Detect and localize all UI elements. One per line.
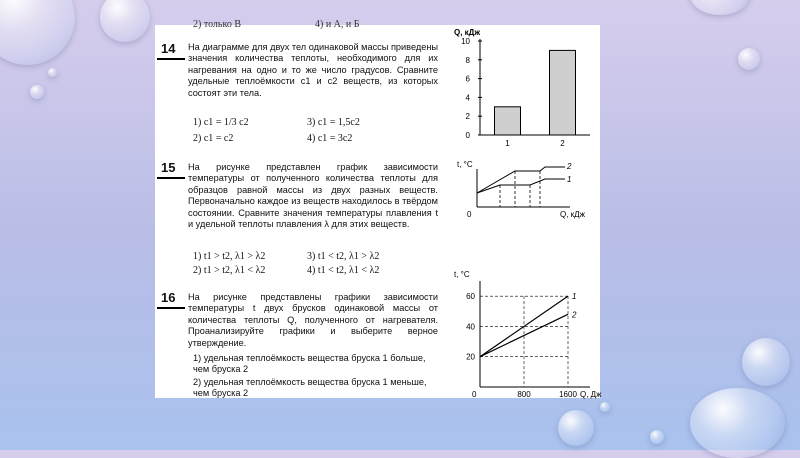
chart14-bar [550,50,576,135]
chart16-series-line [480,314,568,356]
question-14-option-1: 1) c1 = 1/3 c2 [193,117,249,128]
chart14-ytick-label: 6 [465,74,470,84]
chart15-series-2-line [477,167,565,193]
bubble-decoration [650,430,664,444]
chart15-ylabel: t, °C [457,160,473,169]
question-14-option-4: 4) c1 = 3c2 [307,133,353,144]
chart16-ytick-label: 60 [466,292,475,302]
question-14-rule [157,58,185,60]
chart16-ytick-label: 40 [466,322,475,332]
chart16-series-label: 2 [572,310,577,320]
bubble-decoration [690,388,785,458]
question-16-text: На рисунке представлены графики зависимости температуры t двух брусков одинаковой массы от количества теплоты Q, полученного от нагревателя. Проанализируйте графики и выберите верное утверждение. [188,292,438,348]
chart16-series-label: 1 [572,292,577,302]
chart16-origin: 0 [472,390,477,399]
chart15-origin: 0 [467,210,472,219]
chart14-ylabel: Q, кДж [454,28,481,37]
chart15-series-1-line [477,179,565,193]
chart14-ytick-label: 8 [465,55,470,65]
bubble-decoration [48,68,57,77]
textbook-page [155,19,602,399]
bubble-decoration [738,48,760,70]
chart16-ylabel: t, °C [454,270,470,279]
question-16-number: 16 [161,290,176,305]
question-15-option-2: 2) t1 > t2, λ1 < λ2 [193,265,266,276]
top-fragment-right: 4) и А, и Б [315,19,360,30]
bubble-decoration [558,410,594,446]
chart15-xlabel: Q, кДж [560,210,585,219]
question-14-text: На диаграмме для двух тел одинаковой массы приведены значения количества теплоты, необходимого для их нагревания на одно и то же число градусов. Сравните удельные теплоёмкости c1 и c2 веществ, из которых состоят эти тела. [188,42,438,98]
chart15-label-1: 1 [567,175,572,184]
question-14-number: 14 [161,41,176,56]
chart14-ytick-label: 2 [465,112,470,122]
question-15-text: На рисунке представлен график зависимости температуры от полученного количества теплоты для образцов равной массы из двух разных веществ. Первоначально каждое из веществ находилось в твёрдом состоянии. Сравните значения температуры плавления t и удельной теплоты плавления λ для этих веществ. [188,162,438,230]
chart14-ytick-label: 10 [461,37,470,46]
bubble-decoration [742,338,790,386]
question-16-option-2: 2) удельная теплоёмкость вещества бруска 1 меньше, чем бруска 2 [193,377,427,398]
question-15-line-chart [455,155,600,240]
chart14-ytick-label: 4 [465,93,470,103]
question-15-option-1: 1) t1 > t2, λ1 > λ2 [193,251,266,262]
question-15-number: 15 [161,160,176,175]
chart15-label-2: 2 [567,162,572,171]
question-14-option-2: 2) c1 = c2 [193,133,234,144]
chart16-ytick-label: 20 [466,352,475,362]
bubble-decoration [100,0,150,42]
question-15-option-4: 4) t1 < t2, λ1 < λ2 [307,265,380,276]
bubble-decoration [30,85,44,99]
question-15-rule [157,177,185,179]
chart16-xlabel: Q, Дж [580,390,602,399]
question-16-rule [157,307,185,309]
question-16-line-chart [450,265,600,398]
question-14-option-3: 3) c1 = 1,5c2 [307,117,360,128]
chart14-bar [495,107,521,135]
bubble-decoration [690,0,750,15]
chart14-category-label: 1 [505,139,510,148]
top-fragment-left: 2) только В [193,19,242,30]
chart16-xtick-label: 800 [517,390,531,399]
chart16-xtick-label: 1600 [559,390,577,399]
chart14-ytick-label: 0 [465,131,470,140]
bubble-decoration [600,402,610,412]
bubble-decoration [0,0,75,65]
chart14-category-label: 2 [560,139,565,148]
question-15-option-3: 3) t1 < t2, λ1 > λ2 [307,251,380,262]
question-14-bar-chart [450,25,600,155]
question-16-option-1: 1) удельная теплоёмкость вещества бруска 1 больше, чем бруска 2 [193,353,426,374]
